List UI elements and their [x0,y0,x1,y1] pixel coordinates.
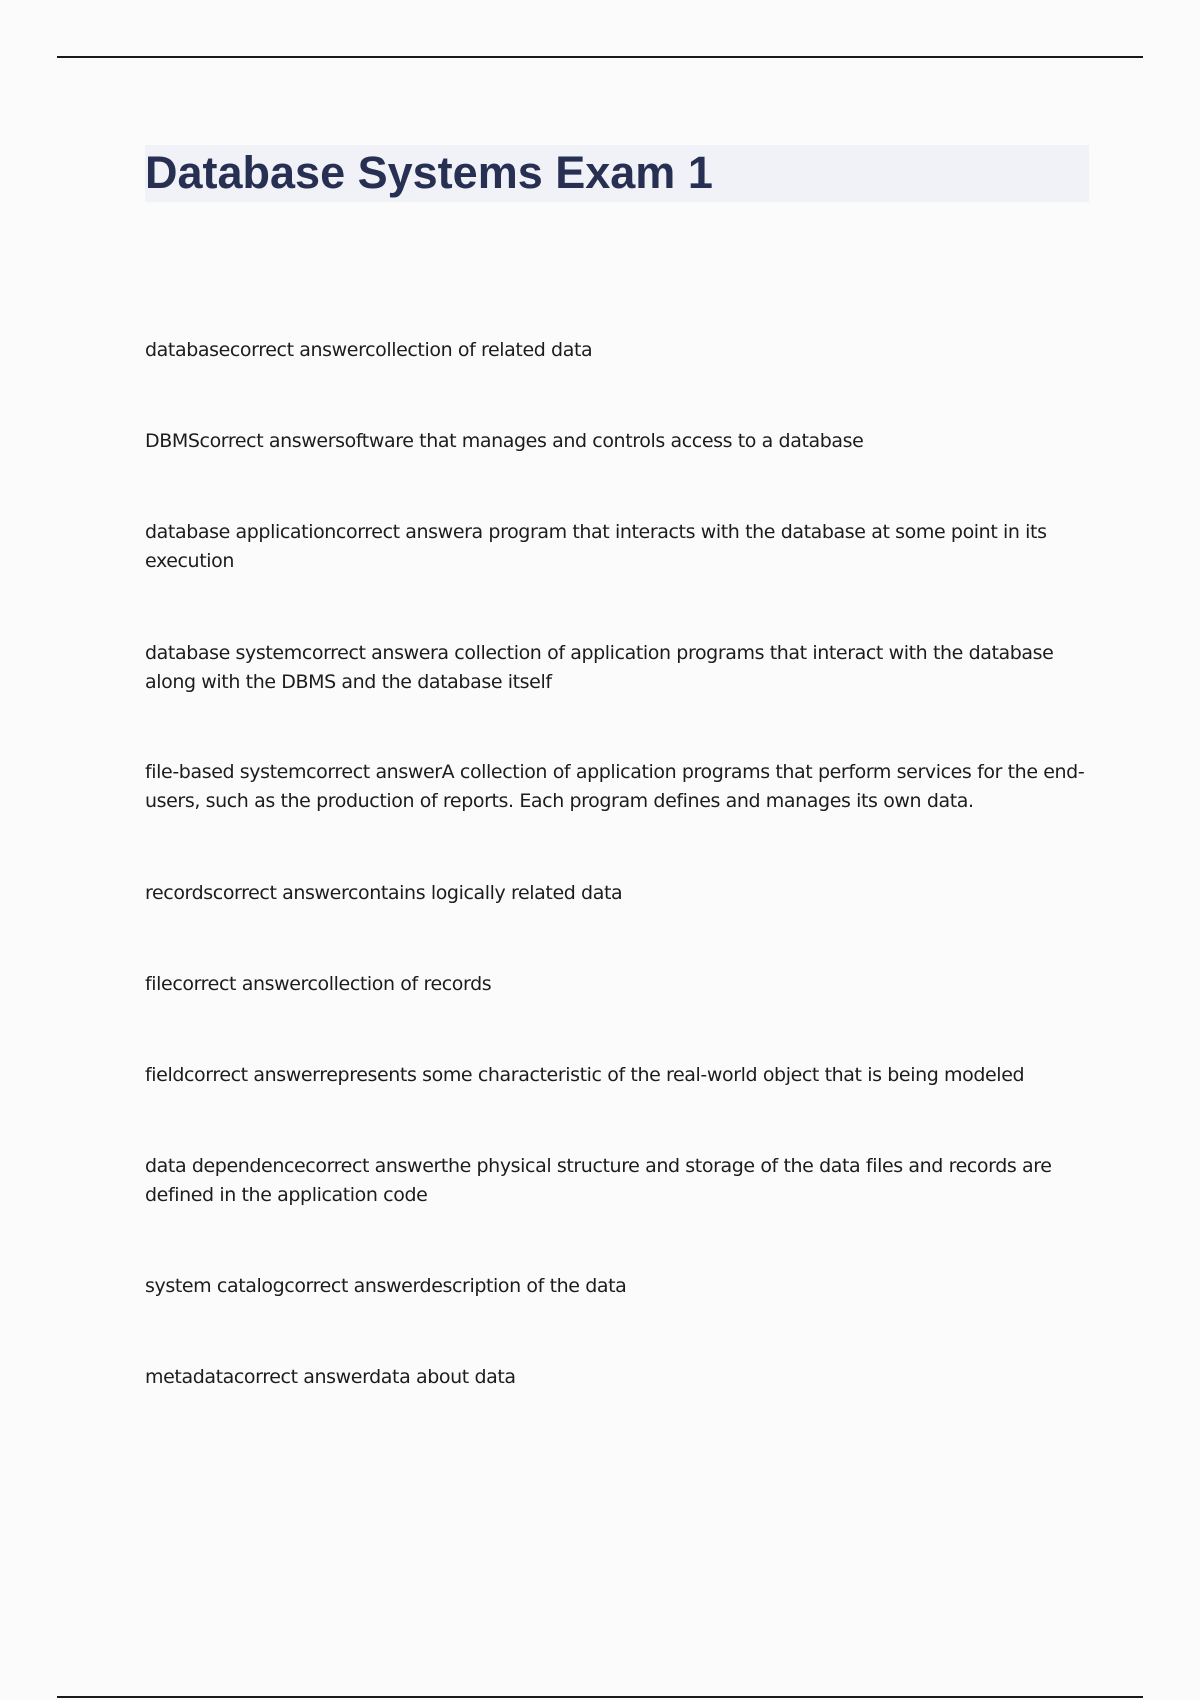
flashcard-entry: DBMScorrect answersoftware that manages and controls access to a database [145,430,864,452]
footer-rule [57,1696,1143,1698]
flashcard-entry: database applicationcorrect answera program that interacts with the database at some point in its execution [145,521,1047,572]
flashcard-entry: system catalogcorrect answerdescription of the data [145,1275,627,1297]
page-title: Database Systems Exam 1 [145,147,713,198]
title-banner [145,145,1089,202]
flashcard-entry: data dependencecorrect answerthe physical structure and storage of the data files and records are defined in the application code [145,1155,1052,1206]
flashcard-entry: databasecorrect answercollection of related data [145,339,593,361]
flashcard-entry: metadatacorrect answerdata about data [145,1366,516,1388]
flashcard-entry: filecorrect answercollection of records [145,973,492,995]
flashcard-entry: file-based systemcorrect answerA collection of application programs that perform services for the end-users, such as the production of reports. Each program defines and manages its own data. [145,761,1085,812]
flashcard-entry: recordscorrect answercontains logically related data [145,882,623,904]
header-rule [57,56,1143,58]
flashcard-entry: fieldcorrect answerrepresents some characteristic of the real-world object that is being modeled [145,1064,1025,1086]
flashcard-entry: database systemcorrect answera collection of application programs that interact with the database along with the DBMS and the database itself [145,642,1054,693]
